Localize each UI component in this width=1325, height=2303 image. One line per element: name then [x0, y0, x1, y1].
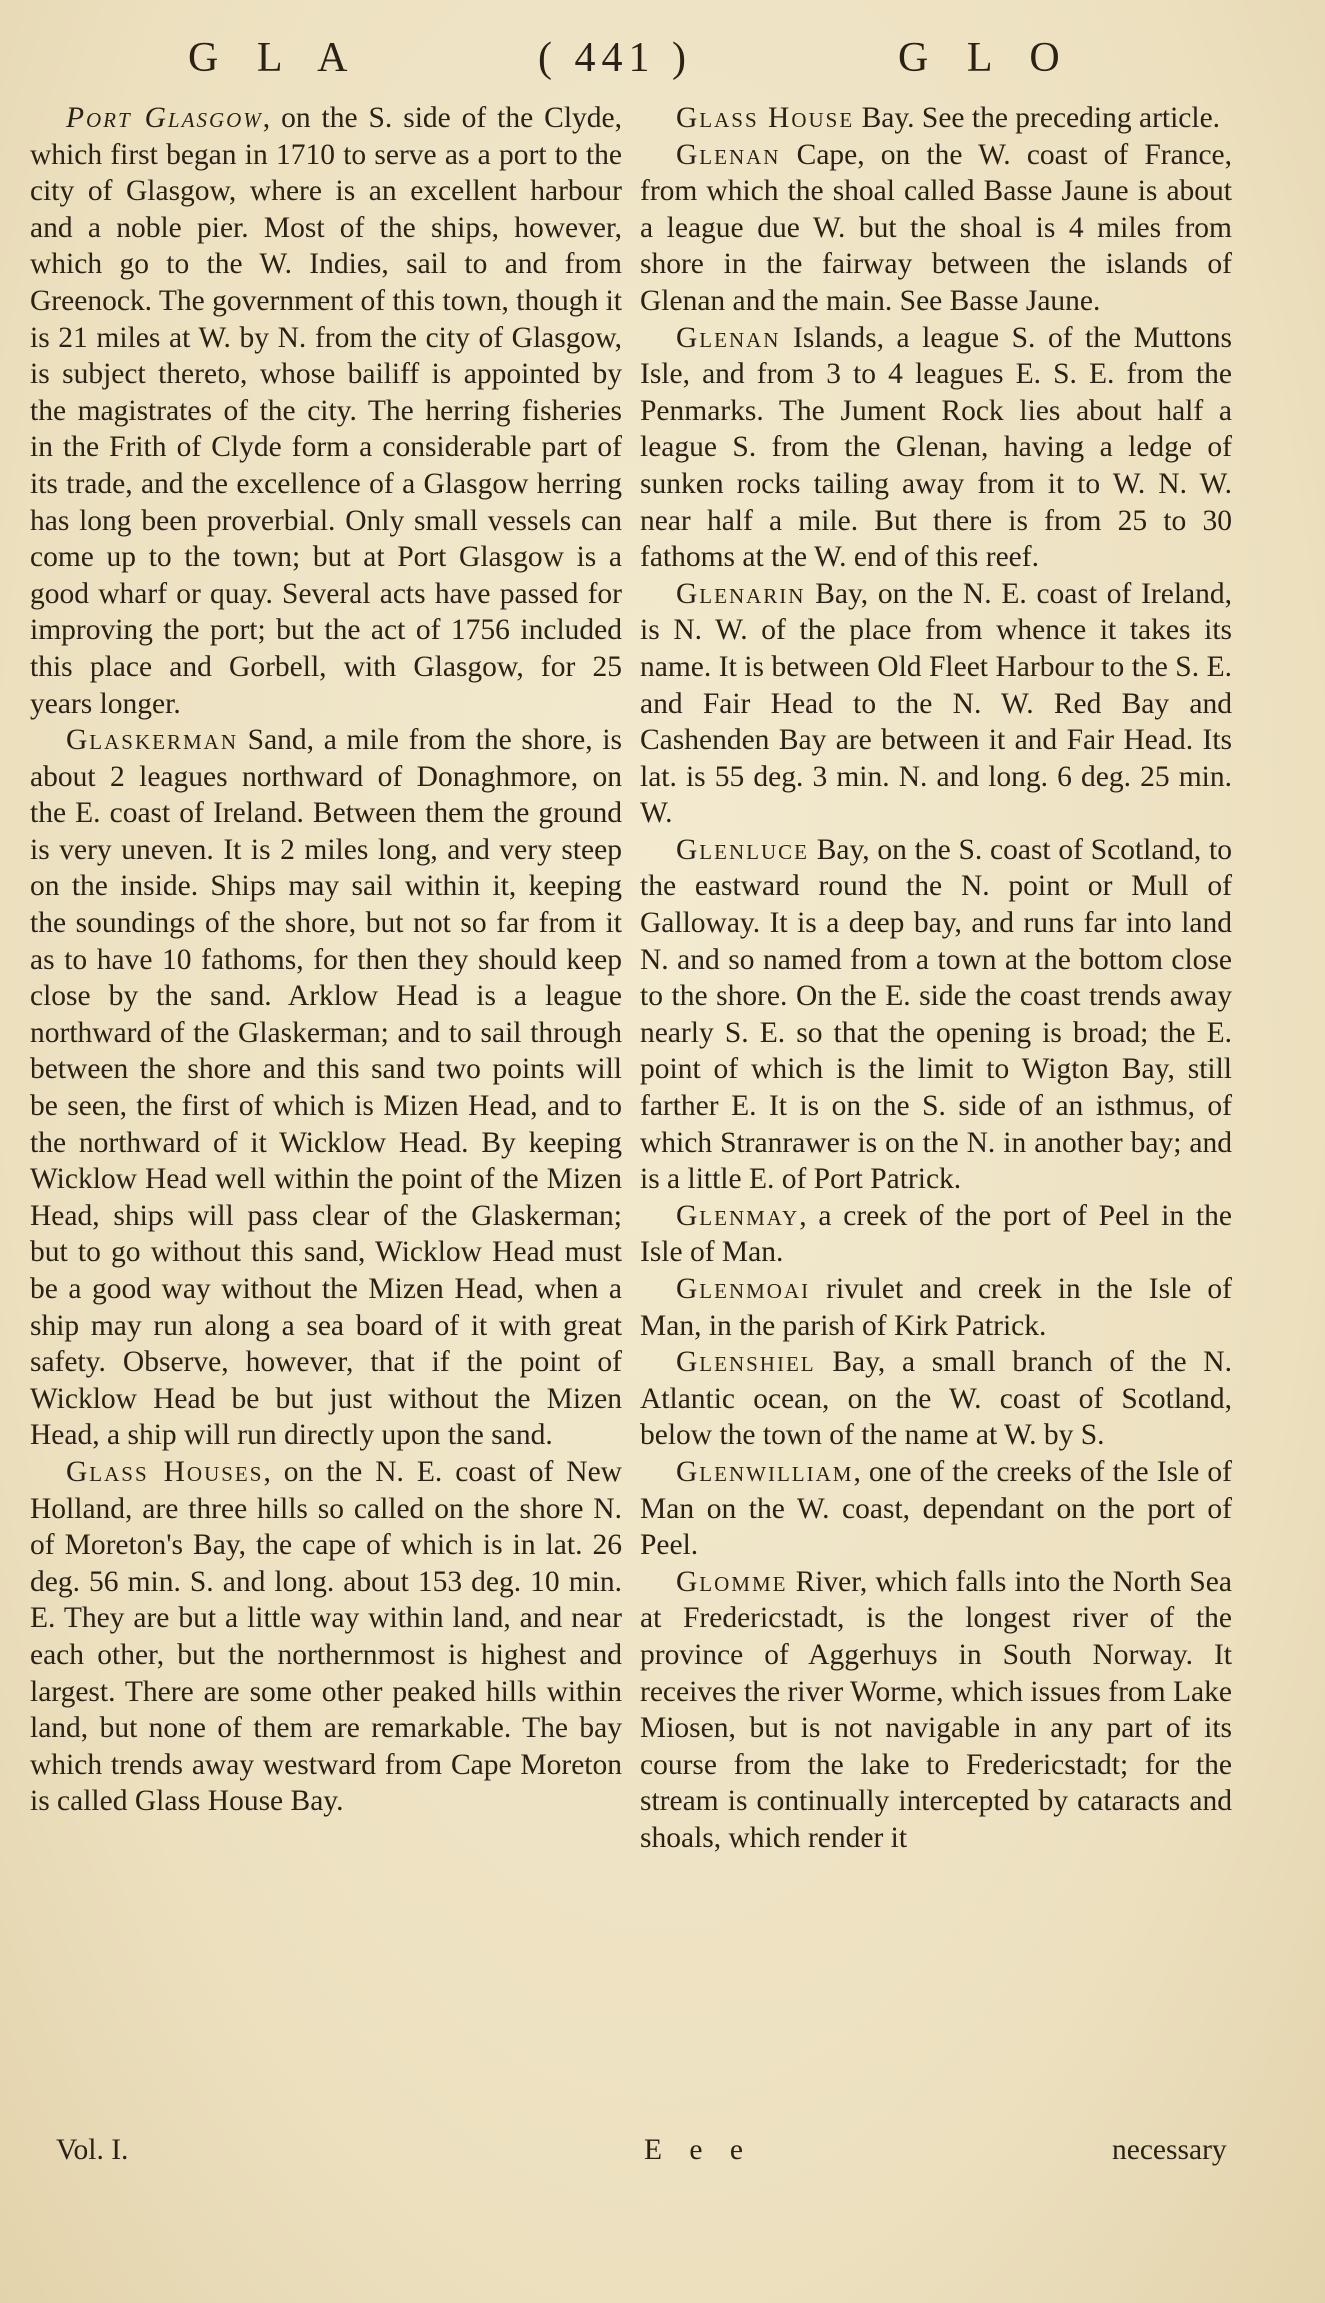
entry-body: , on the N. E. coast of New Holland, are three hills so called on the shore N. of Moreton's Bay, the cape of which is in lat. 26 deg. 56 min. S. and long. about 153 deg. 10 min. E. They are but a little way within land, and near each other, but the northernmost is highest and largest. There are some other peaked hills within land, but none of them are remarkable. The bay which trends away westward from Cape Moreton is called Glass House Bay.: [30, 1455, 622, 1818]
entry-head: Glenarin: [676, 577, 806, 610]
volume-label: Vol. I.: [56, 2134, 129, 2166]
entry-glenan-cape: [640, 137, 1232, 320]
entry-head: Glenshiel: [676, 1346, 816, 1379]
entry-head: Glenmay: [676, 1199, 800, 1232]
entry-body: Bay, on the S. coast of Scotland, to the eastward round the N. point or Mull of Galloway. It is a deep bay, and runs far into land N. and so named from a town at the bottom close to the shore. On the E. side the coast trends away nearly S. E. so that the opening is broad; the E. point of which is the limit to Wigton Bay, still farther E. It is on the S. side of an isthmus, of which Stranrawer is on the N. in another bay; and is a little E. of Port Patrick.: [640, 833, 1232, 1196]
entry-head: Glomme: [676, 1565, 788, 1598]
page-footer: [0, 2134, 1325, 2194]
entry-body: River, which falls into the North Sea at Fredericstadt, is the longest river of the province of Aggerhuys in South Norway. It receives the river Worme, which issues from Lake Miosen, but is not navigable in any part of its course from the lake to Fredericstadt; for the stream is continually intercepted by cataracts and shoals, which render it: [640, 1565, 1232, 1854]
entry-glenarin: [640, 576, 1232, 832]
entry-head: Glass House: [676, 102, 855, 134]
entry-head: Glenwilliam: [676, 1455, 854, 1488]
entry-body: Bay, a small branch of the N. Atlantic ocean, on the W. coast of Scotland, below the town of the name at W. by S.: [640, 1346, 1232, 1452]
left-column: [30, 100, 622, 1820]
entry-glaskerman: [30, 722, 622, 1454]
entry-body: rivulet and creek in the Isle of Man, in the parish of Kirk Patrick.: [640, 1273, 1232, 1342]
entry-body: Sand, a mile from the shore, is about 2 leagues northward of Donaghmore, on the E. coast of Ireland. Between them the ground is very uneven. It is 2 miles long, and very steep on the inside. Ships may sail within it, keeping the soundings of the shore, but not so far from it as to have 10 fathoms, for then they should keep close by the sand. Arklow Head is a league northward of the Glaskerman; and to sail through between the shore and this sand two points will be seen, the first of which is Mizen Head, and to the northward of it Wicklow Head. By keeping Wicklow Head well within the point of the Mizen Head, ships will pass clear of the Glaskerman; but to go without this sand, Wicklow Head must be a good way without the Mizen Head, when a ship may run along a sea board of it with great safety. Observe, however, that if the point of Wicklow Head be but just without the Mizen Head, a ship will run directly upon the sand.: [30, 724, 622, 1452]
entry-glenshiel: [640, 1344, 1232, 1454]
running-header: [0, 34, 1325, 104]
entry-body: Bay. See the preceding article.: [854, 102, 1221, 134]
entry-head: Glenluce: [676, 833, 809, 866]
entry-body: , one of the creeks of the Isle of Man on the W. coast, dependant on the port of Peel.: [640, 1455, 1232, 1562]
entry-port-glasgow: [30, 100, 622, 722]
entry-glenluce: [640, 832, 1232, 1198]
header-right: G L O: [898, 35, 1074, 81]
entry-head: Glaskerman: [66, 724, 238, 757]
entry-body: Bay, on the N. E. coast of Ireland, is N. W. of the place from whence it takes its name. It is between Old Fleet Harbour to the S. E. and Fair Head to the N. W. Red Bay and Cashenden Bay are between it and Fair Head. Its lat. is 55 deg. 3 min. N. and long. 6 deg. 25 min. W.: [640, 577, 1232, 830]
entry-body: Cape, on the W. coast of France, from which the shoal called Basse Jaune is about a league due W. but the shoal is 4 miles from shore in the fairway between the islands of Glenan and the main. See Basse Jaune.: [640, 138, 1232, 317]
entry-body: , a creek of the port of Peel in the Isle of Man.: [640, 1199, 1232, 1269]
catchword: necessary: [1112, 2134, 1227, 2166]
entry-glenan-islands: [640, 320, 1232, 576]
entry-glass-houses: [30, 1454, 622, 1820]
signature-mark: E e e: [644, 2134, 753, 2166]
entry-glenwilliam: [640, 1454, 1232, 1564]
entry-body: Islands, a league S. of the Muttons Isle, and from 3 to 4 leagues E. S. E. from the Penmarks. The Jument Rock lies about half a league S. from the Glenan, having a ledge of sunken rocks tailing away from it to W. N. W. near half a mile. But there is from 25 to 30 fathoms at the W. end of this reef.: [640, 321, 1232, 574]
entry-head: Glenan: [676, 138, 781, 171]
entry-body: , on the S. side of the Clyde, which first began in 1710 to serve as a port to the city of Glasgow, where is an excellent harbour and a noble pier. Most of the ships, however, which go to the W. Indies, sail to and from Greenock. The government of this town, though it is 21 miles at W. by N. from the city of Glasgow, is subject thereto, whose bailiff is appointed by the magistrates of the city. The herring fisheries in the Frith of Clyde form a considerable part of its trade, and the excellence of a Glasgow herring has long been proverbial. Only small vessels can come up to the town; but at Port Glasgow is a good wharf or quay. Several acts have passed for improving the port; but the act of 1756 included this place and Gorbell, with Glasgow, for 25 years longer.: [30, 102, 622, 720]
right-column: [640, 100, 1232, 1857]
entry-glenmoai: [640, 1271, 1232, 1344]
entry-head: Glenan: [676, 321, 781, 354]
entry-glomme: [640, 1564, 1232, 1857]
entry-head: Glass Houses: [66, 1455, 264, 1488]
entry-glass-house-bay: [640, 100, 1232, 137]
entry-glenmay: [640, 1198, 1232, 1271]
header-left: G L A: [188, 35, 362, 81]
entry-head: Port Glasgow: [66, 102, 263, 134]
page-number: ( 441 ): [538, 35, 692, 81]
entry-head: Glenmoai: [676, 1273, 811, 1305]
